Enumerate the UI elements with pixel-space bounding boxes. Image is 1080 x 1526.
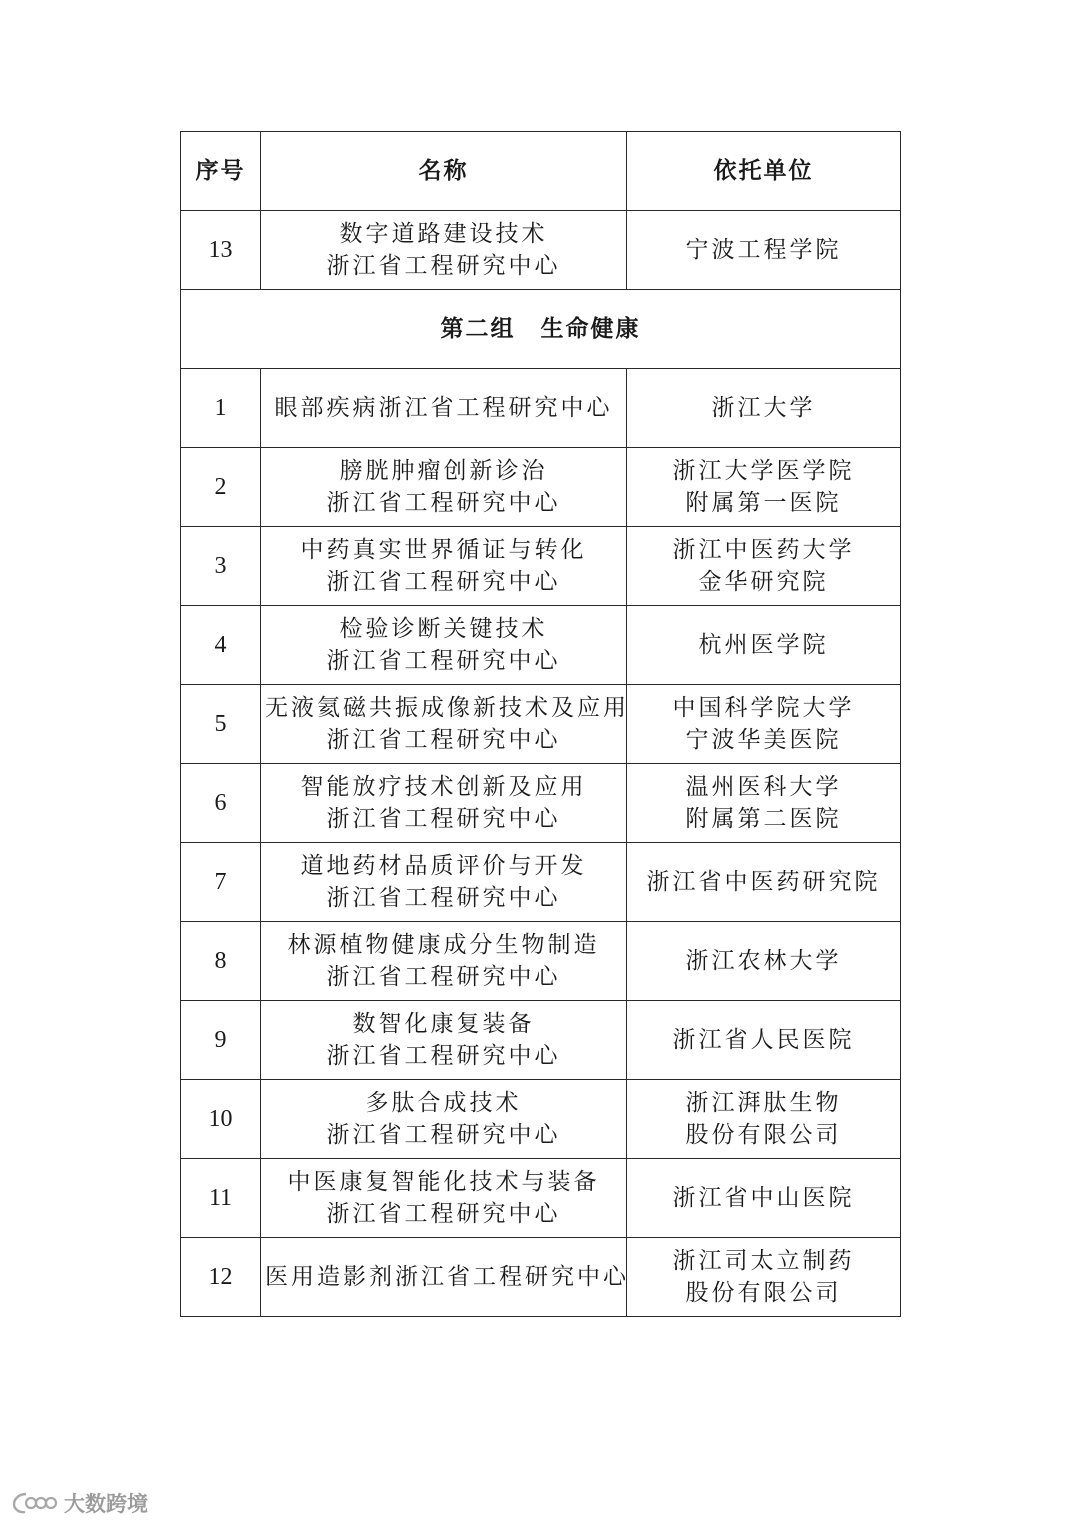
host-unit-cell xyxy=(627,843,901,922)
host-unit-line: 温州医科大学 xyxy=(685,774,842,800)
center-name-cell xyxy=(261,527,627,606)
group-rows xyxy=(181,369,901,1317)
center-name-line: 膀胱肿瘤创新诊治 xyxy=(339,458,548,484)
center-name-line: 中医康复智能化技术与装备 xyxy=(287,1169,600,1195)
watermark-text: 大数跨境 xyxy=(64,1492,148,1516)
host-unit-line: 浙江湃肽生物 xyxy=(685,1090,842,1116)
center-name-line: 浙江省工程研究中心 xyxy=(326,253,561,279)
row-number: 12 xyxy=(181,1238,261,1317)
header-unit: 依托单位 xyxy=(627,132,901,211)
engineering-center-table xyxy=(180,131,901,1317)
host-unit-line: 股份有限公司 xyxy=(685,1122,842,1148)
host-unit-line: 浙江司太立制药 xyxy=(672,1248,855,1274)
center-name-line: 浙江省工程研究中心 xyxy=(326,806,561,832)
center-name-cell xyxy=(261,606,627,685)
center-name-line: 浙江省工程研究中心 xyxy=(326,964,561,990)
header-num: 序号 xyxy=(181,132,261,211)
row-number: 8 xyxy=(181,922,261,1001)
row-number: 7 xyxy=(181,843,261,922)
row-number: 5 xyxy=(181,685,261,764)
host-unit-cell xyxy=(627,1080,901,1159)
center-name-cell xyxy=(261,448,627,527)
host-unit-line: 宁波华美医院 xyxy=(685,727,842,753)
table-row xyxy=(181,685,901,764)
host-unit-line: 浙江省中山医院 xyxy=(672,1185,855,1211)
host-unit-line: 浙江大学 xyxy=(711,395,816,421)
center-name-line: 浙江省工程研究中心 xyxy=(326,569,561,595)
group-title: 第二组 生命健康 xyxy=(181,290,901,369)
logo-icon xyxy=(12,1490,58,1516)
table-row xyxy=(181,843,901,922)
host-unit-cell xyxy=(627,211,901,290)
host-unit-line: 中国科学院大学 xyxy=(672,695,855,721)
row-number: 2 xyxy=(181,448,261,527)
row-number: 4 xyxy=(181,606,261,685)
header-name: 名称 xyxy=(261,132,627,211)
host-unit-cell xyxy=(627,527,901,606)
center-name-line: 浙江省工程研究中心 xyxy=(326,727,561,753)
center-name-cell xyxy=(261,685,627,764)
host-unit-cell xyxy=(627,1238,901,1317)
host-unit-cell xyxy=(627,1001,901,1080)
row-number: 13 xyxy=(181,211,261,290)
center-name-cell xyxy=(261,843,627,922)
table-row xyxy=(181,922,901,1001)
center-name-cell xyxy=(261,922,627,1001)
center-name-cell xyxy=(261,1159,627,1238)
center-name-line: 眼部疾病浙江省工程研究中心 xyxy=(274,395,613,421)
center-name-line: 浙江省工程研究中心 xyxy=(326,490,561,516)
center-name-cell xyxy=(261,1001,627,1080)
center-name-cell xyxy=(261,1080,627,1159)
host-unit-cell xyxy=(627,606,901,685)
row-number: 11 xyxy=(181,1159,261,1238)
center-name-line: 浙江省工程研究中心 xyxy=(326,1122,561,1148)
group-section xyxy=(181,290,901,369)
row-number: 10 xyxy=(181,1080,261,1159)
center-name-line: 智能放疗技术创新及应用 xyxy=(300,774,587,800)
host-unit-cell xyxy=(627,369,901,448)
host-unit-line: 附属第二医院 xyxy=(685,806,842,832)
header-row xyxy=(181,132,901,211)
center-name-line: 无液氦磁共振成像新技术及应用 xyxy=(265,695,629,721)
host-unit-line: 金华研究院 xyxy=(698,569,829,595)
row-number: 9 xyxy=(181,1001,261,1080)
center-name-line: 中药真实世界循证与转化 xyxy=(300,537,587,563)
host-unit-line: 股份有限公司 xyxy=(685,1280,842,1306)
host-unit-line: 杭州医学院 xyxy=(698,632,829,658)
table-row xyxy=(181,527,901,606)
row-number: 3 xyxy=(181,527,261,606)
center-name-line: 医用造影剂浙江省工程研究中心 xyxy=(265,1264,629,1290)
center-name-line: 浙江省工程研究中心 xyxy=(326,885,561,911)
host-unit-line: 浙江大学医学院 xyxy=(672,458,855,484)
top-rows xyxy=(181,211,901,290)
center-name-line: 检验诊断关键技术 xyxy=(339,616,548,642)
table-row xyxy=(181,448,901,527)
host-unit-line: 浙江中医药大学 xyxy=(672,537,855,563)
host-unit-cell xyxy=(627,685,901,764)
host-unit-line: 浙江农林大学 xyxy=(685,948,842,974)
center-name-cell xyxy=(261,1238,627,1317)
host-unit-cell xyxy=(627,764,901,843)
center-name-cell xyxy=(261,764,627,843)
host-unit-line: 浙江省中医药研究院 xyxy=(646,869,881,895)
watermark xyxy=(12,1488,148,1518)
center-name-line: 数智化康复装备 xyxy=(352,1011,535,1037)
table-row xyxy=(181,369,901,448)
host-unit-line: 浙江省人民医院 xyxy=(672,1027,855,1053)
host-unit-cell xyxy=(627,922,901,1001)
center-name-line: 浙江省工程研究中心 xyxy=(326,648,561,674)
center-name-line: 林源植物健康成分生物制造 xyxy=(287,932,600,958)
center-name-line: 浙江省工程研究中心 xyxy=(326,1043,561,1069)
table-row xyxy=(181,764,901,843)
table-row xyxy=(181,1001,901,1080)
table-row xyxy=(181,211,901,290)
table-row xyxy=(181,606,901,685)
center-name-line: 数字道路建设技术 xyxy=(339,221,548,247)
center-name-line: 多肽合成技术 xyxy=(365,1090,522,1116)
row-number: 6 xyxy=(181,764,261,843)
host-unit-line: 附属第一医院 xyxy=(685,490,842,516)
host-unit-cell xyxy=(627,1159,901,1238)
table-row xyxy=(181,1159,901,1238)
host-unit-cell xyxy=(627,448,901,527)
center-name-cell xyxy=(261,369,627,448)
center-name-cell xyxy=(261,211,627,290)
row-number: 1 xyxy=(181,369,261,448)
host-unit-line: 宁波工程学院 xyxy=(685,237,842,263)
table-row xyxy=(181,1238,901,1317)
center-name-line: 浙江省工程研究中心 xyxy=(326,1201,561,1227)
center-name-line: 道地药材品质评价与开发 xyxy=(300,853,587,879)
table-row xyxy=(181,1080,901,1159)
group-row xyxy=(181,290,901,369)
